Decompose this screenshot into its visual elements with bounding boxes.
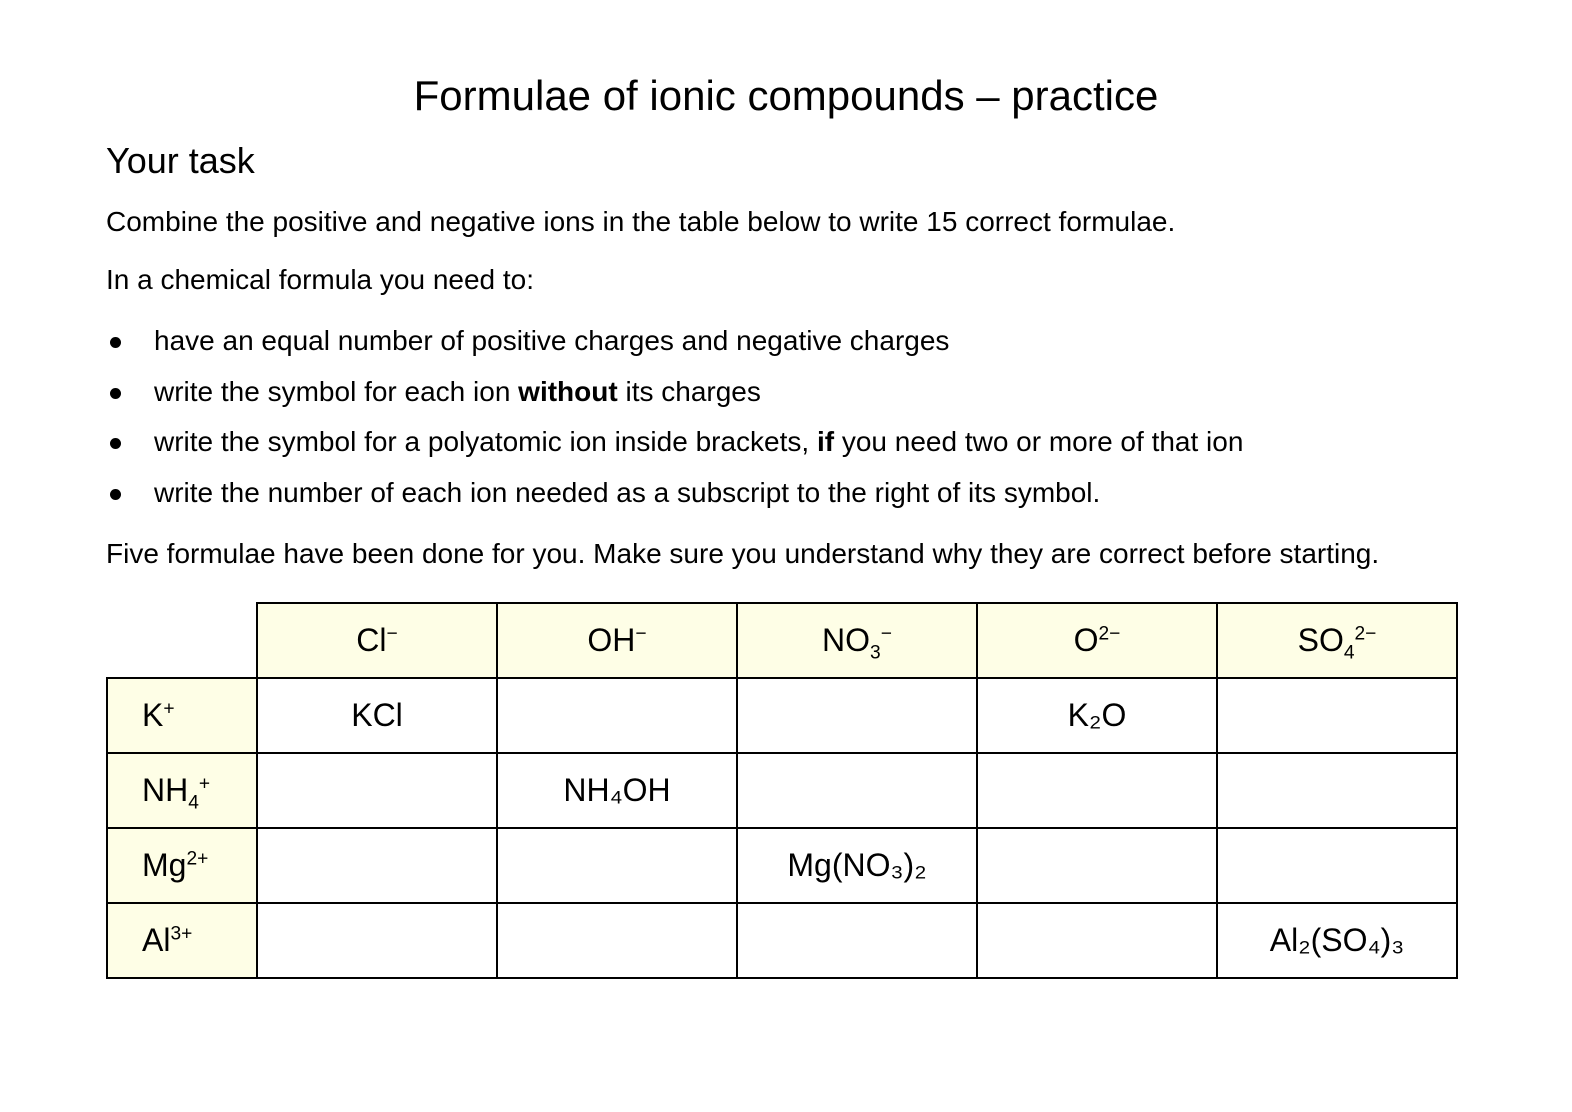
corner-cell [107, 603, 257, 678]
rule-item: write the symbol for a polyatomic ion inside brackets, if you need two or more of that ion [106, 423, 1243, 474]
page-title: Formulae of ionic compounds – practice [413, 72, 1159, 119]
negative-ion-header: $NO_3^-$ [737, 603, 977, 678]
negative-ion-header: $O^{2-}$ [977, 603, 1217, 678]
formula-cell[interactable]: Mg(NO₃)₂ [737, 828, 977, 903]
formula-cell[interactable] [497, 903, 737, 978]
negative-ion-header: $SO_4^{2-}$ [1217, 603, 1457, 678]
rules-list [106, 322, 1243, 524]
positive-ion-header: $Mg^{2+}$ [107, 828, 257, 903]
section-heading: Your task [106, 140, 255, 181]
formula-cell[interactable]: Al₂(SO₄)₃ [1217, 903, 1457, 978]
formula-cell[interactable] [257, 903, 497, 978]
formula-cell[interactable] [1217, 828, 1457, 903]
bullet-icon [110, 489, 121, 500]
bullet-icon [110, 388, 121, 399]
rule-item: have an equal number of positive charges and negative charges [106, 322, 1243, 373]
formula-cell[interactable]: K₂O [977, 678, 1217, 753]
formula-cell[interactable] [1217, 678, 1457, 753]
table-row [107, 678, 1457, 753]
formula-cell[interactable] [977, 828, 1217, 903]
header-row [107, 603, 1457, 678]
formula-cell[interactable] [1217, 753, 1457, 828]
formula-cell[interactable] [737, 753, 977, 828]
negative-ion-header: Cl− [257, 603, 497, 678]
negative-ion-header: OH− [497, 603, 737, 678]
formula-cell[interactable]: KCl [257, 678, 497, 753]
formula-cell[interactable] [737, 903, 977, 978]
ion-combination-table [106, 602, 1458, 979]
formula-cell[interactable] [737, 678, 977, 753]
table-row [107, 828, 1457, 903]
formula-cell[interactable] [497, 828, 737, 903]
bullet-icon [110, 337, 121, 348]
note-text: Five formulae have been done for you. Make sure you understand why they are correct before starting. [106, 538, 1380, 569]
formula-cell[interactable] [257, 753, 497, 828]
rule-item: write the symbol for each ion without its charges [106, 373, 1243, 424]
bullet-icon [110, 438, 121, 449]
formula-cell[interactable] [497, 678, 737, 753]
formula-cell[interactable]: NH₄OH [497, 753, 737, 828]
lead-text: In a chemical formula you need to: [106, 264, 535, 295]
positive-ion-header: K+ [107, 678, 257, 753]
table-row [107, 753, 1457, 828]
intro-text: Combine the positive and negative ions in the table below to write 15 correct formulae. [106, 206, 1176, 237]
rule-item: write the number of each ion needed as a subscript to the right of its symbol. [106, 474, 1243, 525]
positive-ion-header: $Al^{3+}$ [107, 903, 257, 978]
formula-cell[interactable] [257, 828, 497, 903]
table-row [107, 903, 1457, 978]
formula-cell[interactable] [977, 903, 1217, 978]
formula-cell[interactable] [977, 753, 1217, 828]
positive-ion-header: $NH_4^+$ [107, 753, 257, 828]
